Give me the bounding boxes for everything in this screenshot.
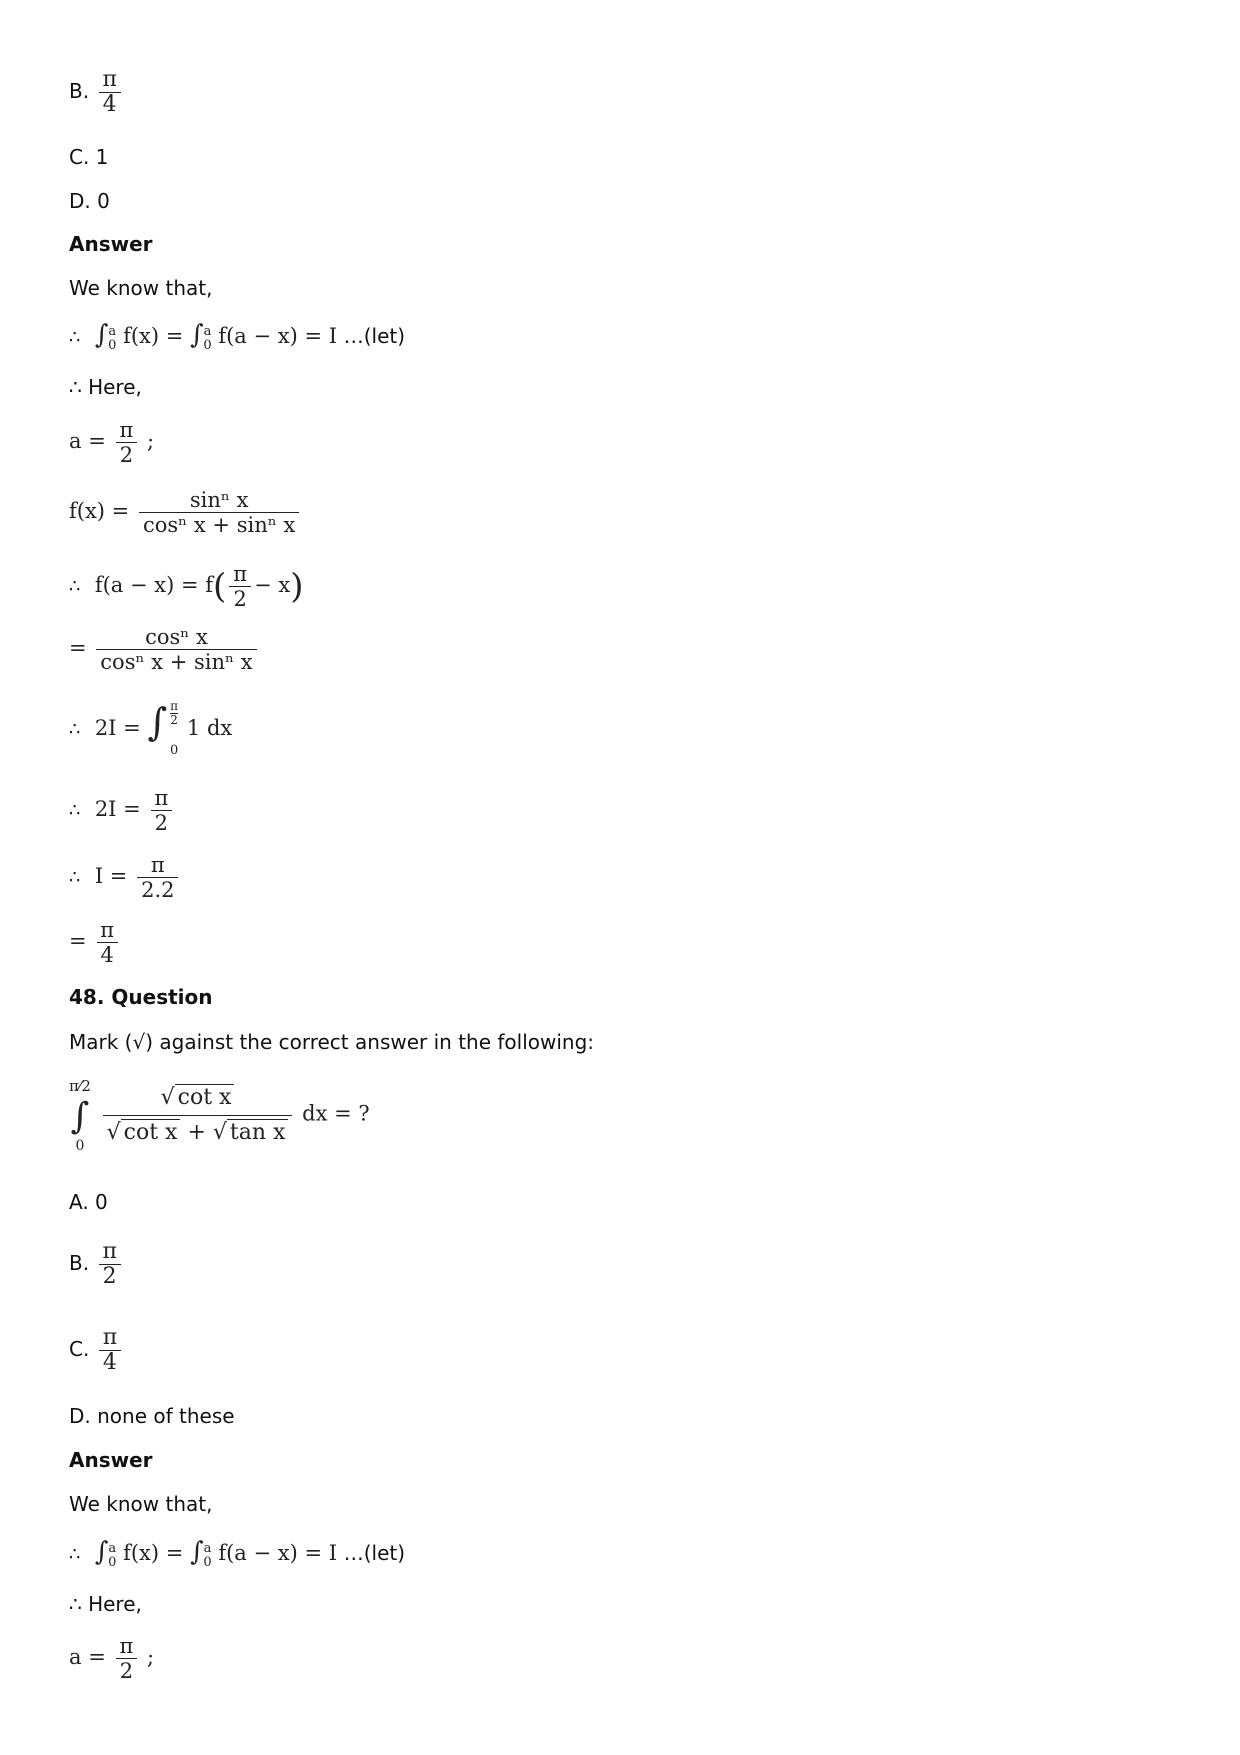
lhs: =: [69, 929, 87, 953]
fax-line: ∴ f(a − x) = f( $\frac{\pi}{2}$ − x): [69, 562, 304, 611]
lower-limit: 0: [203, 1555, 212, 1570]
let-note: …(let): [343, 1541, 406, 1565]
therefore-symbol: ∴: [69, 327, 81, 348]
fraction: [150, 786, 172, 835]
option-label: C.: [69, 1337, 90, 1361]
denominator: cosⁿ x + sinⁿ x: [139, 512, 299, 537]
tail: − x: [254, 573, 291, 597]
denominator: [103, 1115, 293, 1150]
radicand: tan x: [227, 1119, 289, 1145]
numerator: π: [154, 786, 169, 810]
integral-sign: ∫: [190, 320, 204, 350]
plus-sign: +: [187, 1119, 206, 1145]
numerator: π: [100, 918, 115, 942]
answer-heading: Answer: [69, 232, 153, 256]
radicand: cot x: [175, 1084, 235, 1110]
fraction: [115, 1634, 137, 1683]
fraction: [103, 1081, 293, 1150]
numerator: π: [233, 562, 248, 586]
option-d: D. none of these: [69, 1404, 235, 1428]
upper-limit: [170, 700, 178, 727]
two-i-integral-line: [69, 700, 232, 759]
numerator: π: [119, 1634, 134, 1658]
question-integral: [69, 1075, 370, 1155]
denominator: 2.2: [137, 877, 178, 902]
upper-limit: a: [108, 1541, 117, 1556]
numerator: π: [102, 67, 117, 92]
cos-fraction-line: [69, 625, 260, 674]
two-i-result-line: [69, 786, 175, 835]
answer-intro: We know that,: [69, 1492, 213, 1516]
integral-with-limits: [69, 1075, 91, 1155]
integral-sign: ∫: [94, 1537, 109, 1567]
fraction: [229, 562, 251, 611]
therefore-symbol: ∴: [69, 800, 81, 821]
denominator: 2: [116, 442, 137, 467]
semicolon: ;: [146, 1645, 155, 1669]
fraction: [98, 1240, 120, 1289]
question-heading: 48. Question: [69, 985, 213, 1009]
numerator: [157, 1081, 239, 1115]
denominator: 2: [99, 1264, 121, 1289]
lower-limit: 0: [75, 1138, 85, 1154]
radicand: cot x: [121, 1119, 181, 1145]
option-b-prev: [69, 68, 124, 117]
option-d-prev: D. 0: [69, 189, 110, 213]
therefore-symbol: ∴: [69, 576, 81, 597]
fraction: [96, 625, 256, 674]
option-b: [69, 1240, 124, 1289]
integral-sign: ∫: [147, 700, 168, 744]
denominator: cosⁿ x + sinⁿ x: [96, 649, 256, 674]
integral-sign: ∫: [94, 320, 109, 350]
answer-intro: We know that,: [69, 276, 213, 300]
denominator: 4: [99, 92, 121, 117]
semicolon: ;: [146, 429, 155, 453]
option-c: [69, 1326, 124, 1375]
therefore-symbol: ∴: [69, 1544, 81, 1565]
numerator: π: [119, 418, 134, 442]
lhs: =: [69, 636, 87, 660]
fax-term: f(a − x) = I: [218, 324, 338, 348]
numerator: π: [102, 1325, 118, 1350]
lhs: f(x) =: [69, 499, 130, 523]
lower-limit: 0: [108, 338, 117, 353]
integral-sign: ∫: [190, 1537, 204, 1567]
sqrt-sign: √: [212, 1119, 227, 1145]
integral-limits: [170, 700, 178, 759]
numerator: π: [150, 853, 165, 877]
upper-limit: π⁄2: [69, 1077, 91, 1095]
lhs: 2I =: [94, 716, 141, 740]
lhs: a =: [69, 1645, 106, 1669]
lower-limit: 0: [108, 1555, 117, 1570]
fraction: [137, 853, 178, 902]
fraction: [96, 918, 118, 967]
upper-limit: a: [203, 1541, 212, 1556]
denominator: 2: [116, 1658, 137, 1683]
integrand: 1 dx: [186, 716, 233, 740]
here-line: ∴ Here,: [69, 1592, 142, 1616]
option-a: A. 0: [69, 1190, 108, 1214]
fx-term: f(x) =: [123, 1541, 184, 1565]
final-result-line: [69, 918, 121, 967]
lower-limit: 0: [169, 743, 179, 758]
here-line: ∴ Here,: [69, 375, 142, 399]
equation-tail: dx = ?: [302, 1101, 370, 1126]
fraction: [115, 418, 137, 467]
denominator: 4: [97, 942, 118, 967]
fx-term: f(x) =: [123, 324, 184, 348]
answer-heading: Answer: [69, 1448, 153, 1472]
fraction: [99, 1326, 121, 1375]
lhs: I =: [94, 864, 128, 888]
question-prompt: Mark (√) against the correct answer in the following:: [69, 1030, 595, 1054]
numerator: π: [170, 699, 179, 713]
lower-limit: 0: [203, 338, 212, 353]
i-result-line: [69, 853, 181, 902]
option-label: B.: [69, 79, 90, 103]
a-definition: [69, 418, 154, 467]
therefore-symbol: ∴: [69, 867, 81, 888]
option-c-prev: C. 1: [69, 145, 109, 169]
property-line: [69, 1537, 405, 1575]
lhs: a =: [69, 429, 106, 453]
option-label: B.: [69, 1251, 90, 1275]
numerator: π: [102, 1239, 117, 1264]
upper-limit: a: [203, 324, 212, 339]
lhs: f(a − x) = f: [94, 573, 213, 597]
property-line: [69, 320, 405, 358]
upper-limit: a: [108, 324, 117, 339]
a-definition: [69, 1634, 154, 1683]
sqrt-sign: √: [160, 1084, 175, 1110]
denominator: 2: [229, 586, 250, 611]
numerator: sinⁿ x: [189, 488, 249, 512]
lhs: 2I =: [94, 797, 141, 821]
fraction: [98, 68, 120, 117]
fraction: [139, 488, 299, 537]
sqrt-sign: √: [106, 1119, 121, 1145]
fax-term: f(a − x) = I: [218, 1541, 338, 1565]
denominator: 2: [151, 810, 172, 835]
numerator: cosⁿ x: [145, 625, 208, 649]
fx-definition: [69, 488, 302, 537]
therefore-symbol: ∴: [69, 719, 81, 740]
denominator: 4: [99, 1350, 121, 1375]
denominator: 2: [170, 713, 178, 727]
integral-sign: ∫: [70, 1096, 90, 1137]
let-note: …(let): [343, 324, 406, 348]
